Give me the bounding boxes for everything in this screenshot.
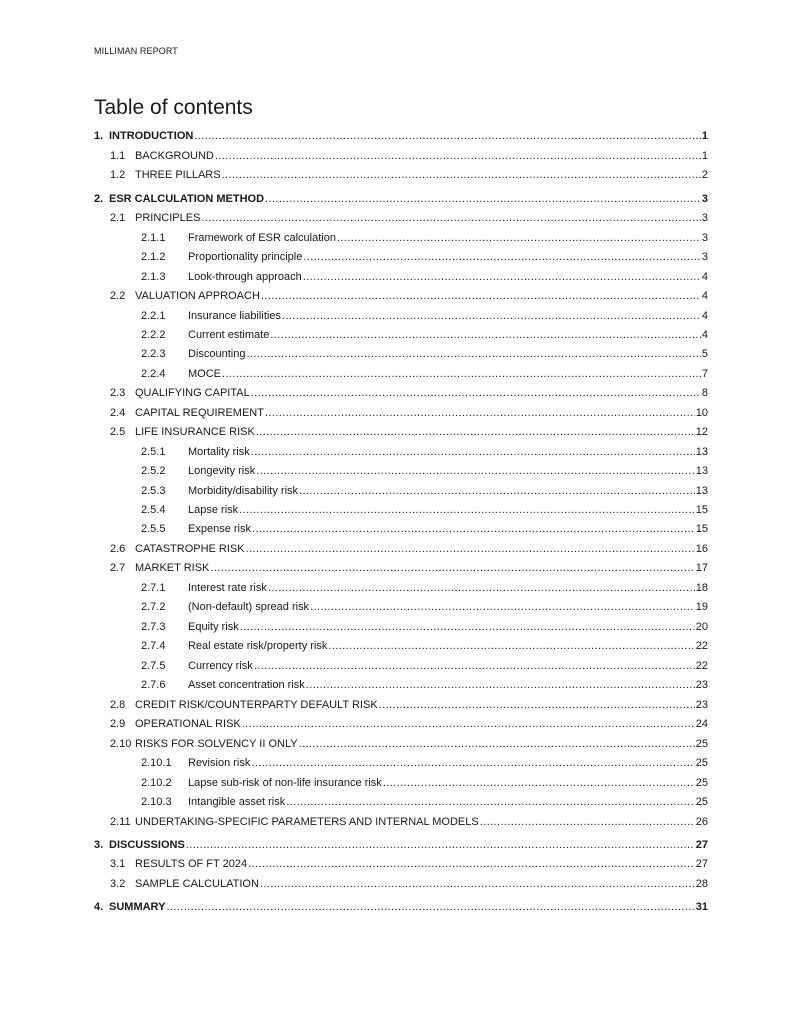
- toc-entry[interactable]: [94, 405, 708, 421]
- toc-entry-number: 1.2: [110, 169, 126, 181]
- toc-entry[interactable]: [94, 463, 708, 479]
- toc-entry-page-number: 20: [695, 621, 708, 633]
- toc-dot-leader: [256, 424, 695, 440]
- toc-entry-title: SAMPLE CALCULATION: [135, 878, 259, 890]
- toc-entry-title: Interest rate risk: [188, 582, 267, 594]
- toc-entry[interactable]: [94, 677, 708, 693]
- toc-entry-page-number: 27: [695, 858, 708, 870]
- toc-entry-number: 2.2: [110, 290, 126, 302]
- toc-entry-page-number: 23: [695, 699, 708, 711]
- toc-entry[interactable]: [94, 385, 708, 401]
- toc-entry-title: Mortality risk: [188, 446, 250, 458]
- toc-dot-leader: [303, 249, 701, 265]
- toc-entry[interactable]: [94, 814, 708, 830]
- toc-entry-number: 2.5.1: [141, 446, 166, 458]
- toc-dot-leader: [186, 837, 695, 853]
- toc-entry-page-number: 25: [695, 738, 708, 750]
- toc-entry-page-number: 25: [695, 777, 708, 789]
- toc-entry-page-number: 15: [695, 504, 708, 516]
- toc-entry-number: 1.1: [110, 150, 126, 162]
- toc-entry-title: LIFE INSURANCE RISK: [135, 426, 255, 438]
- toc-entry-page-number: 25: [695, 757, 708, 769]
- toc-entry-page-number: 1: [701, 150, 708, 162]
- toc-dot-leader: [286, 794, 695, 810]
- toc-entry-page-number: 3: [701, 232, 708, 244]
- toc-dot-leader: [383, 775, 695, 791]
- toc-dot-leader: [251, 385, 701, 401]
- toc-entry-number: 2.9: [110, 718, 126, 730]
- toc-dot-leader: [201, 210, 700, 226]
- toc-entry-number: 2.10.2: [141, 777, 172, 789]
- toc-entry-title: UNDERTAKING-SPECIFIC PARAMETERS AND INTERNAL MODELS: [135, 816, 479, 828]
- toc-entry-number: 2.7.1: [141, 582, 166, 594]
- toc-entry-number: 2.10: [110, 738, 132, 750]
- toc-entry-number: 2.7: [110, 562, 126, 574]
- toc-entry-page-number: 13: [695, 465, 708, 477]
- toc-entry-page-number: 15: [695, 523, 708, 535]
- toc-entry[interactable]: [94, 794, 708, 810]
- toc-entry-number: 2.2.3: [141, 348, 166, 360]
- toc-entry[interactable]: [94, 521, 708, 537]
- toc-entry[interactable]: [94, 424, 708, 440]
- toc-entry-number: 2.5.4: [141, 504, 166, 516]
- toc-title: Table of contents: [94, 96, 253, 119]
- toc-entry[interactable]: [94, 697, 708, 713]
- toc-entry-number: 2.10.3: [141, 796, 172, 808]
- toc-entry-number: 2.1.1: [141, 232, 166, 244]
- toc-entry-page-number: 4: [701, 310, 708, 322]
- toc-entry[interactable]: [94, 128, 708, 144]
- toc-entry-number: 2.8: [110, 699, 126, 711]
- toc-dot-leader: [328, 638, 694, 654]
- toc-entry-page-number: 12: [695, 426, 708, 438]
- toc-entry-number: 2.7.2: [141, 601, 166, 613]
- toc-entry-number: 2.3: [110, 387, 126, 399]
- toc-entry[interactable]: [94, 716, 708, 732]
- toc-entry-number: 2.1.2: [141, 251, 166, 263]
- toc-dot-leader: [282, 308, 701, 324]
- toc-entry-title: RISKS FOR SOLVENCY II ONLY: [135, 738, 298, 750]
- toc-entry-title: OPERATIONAL RISK: [135, 718, 241, 730]
- toc-entry-title: Currency risk: [188, 660, 253, 672]
- toc-entry[interactable]: [94, 288, 708, 304]
- toc-entry-page-number: 8: [701, 387, 708, 399]
- toc-entry-title: INTRODUCTION: [109, 130, 194, 142]
- toc-entry-page-number: 3: [701, 193, 708, 205]
- toc-entry-number: 2.7.4: [141, 640, 166, 652]
- toc-entry-number: 2.10.1: [141, 757, 172, 769]
- toc-entry[interactable]: [94, 249, 708, 265]
- toc-entry-number: 2.: [94, 193, 104, 205]
- report-header-label: MILLIMAN REPORT: [94, 46, 178, 56]
- toc-dot-leader: [268, 580, 695, 596]
- toc-entry[interactable]: [94, 327, 708, 343]
- toc-entry-title: Lapse risk: [188, 504, 239, 516]
- toc-dot-leader: [210, 560, 694, 576]
- toc-entry-title: Discounting: [188, 348, 246, 360]
- toc-entry-page-number: 4: [701, 290, 708, 302]
- toc-entry-title: QUALIFYING CAPITAL: [135, 387, 250, 399]
- toc-entry[interactable]: [94, 619, 708, 635]
- toc-entry-title: BACKGROUND: [135, 150, 214, 162]
- toc-entry[interactable]: [94, 755, 708, 771]
- toc-entry[interactable]: [94, 230, 708, 246]
- toc-dot-leader: [246, 346, 700, 362]
- toc-entry[interactable]: [94, 444, 708, 460]
- toc-dot-leader: [299, 736, 695, 752]
- toc-entry-page-number: 3: [701, 251, 708, 263]
- toc-dot-leader: [251, 444, 695, 460]
- toc-entry-number: 2.2.4: [141, 368, 166, 380]
- toc-entry-title: PRINCIPLES: [135, 212, 201, 224]
- toc-entry-title: Longevity risk: [188, 465, 256, 477]
- toc-entry-page-number: 27: [695, 839, 708, 851]
- toc-dot-leader: [265, 191, 701, 207]
- toc-dot-leader: [261, 288, 701, 304]
- toc-entry-number: 2.5.5: [141, 523, 166, 535]
- toc-dot-leader: [248, 856, 695, 872]
- toc-entry-title: Insurance liabilities: [188, 310, 281, 322]
- toc-entry-title: Look-through approach: [188, 271, 302, 283]
- toc-entry-page-number: 24: [695, 718, 708, 730]
- toc-dot-leader: [251, 755, 694, 771]
- toc-entry-number: 2.2.2: [141, 329, 166, 341]
- toc-entry-title: CATASTROPHE RISK: [135, 543, 245, 555]
- toc-entry-page-number: 28: [695, 878, 708, 890]
- toc-entry-number: 2.7.5: [141, 660, 166, 672]
- toc-entry-page-number: 5: [701, 348, 708, 360]
- toc-entry-title: CREDIT RISK/COUNTERPARTY DEFAULT RISK: [135, 699, 378, 711]
- toc-entry-page-number: 22: [695, 640, 708, 652]
- toc-entry-number: 2.5.2: [141, 465, 166, 477]
- toc-entry-title: RESULTS OF FT 2024: [135, 858, 248, 870]
- toc-entry-title: ESR CALCULATION METHOD: [109, 193, 265, 205]
- toc-entry-title: Current estimate: [188, 329, 270, 341]
- toc-dot-leader: [256, 463, 694, 479]
- toc-entry-number: 4.: [94, 901, 104, 913]
- toc-entry-title: Proportionality principle: [188, 251, 303, 263]
- toc-dot-leader: [222, 366, 701, 382]
- toc-entry-page-number: 22: [695, 660, 708, 672]
- toc-dot-leader: [270, 327, 701, 343]
- toc-entry[interactable]: [94, 837, 708, 853]
- toc-entry-number: 3.: [94, 839, 104, 851]
- toc-dot-leader: [222, 167, 701, 183]
- toc-entry-page-number: 10: [695, 407, 708, 419]
- toc-entry[interactable]: [94, 308, 708, 324]
- toc-entry-page-number: 23: [695, 679, 708, 691]
- toc-entry[interactable]: [94, 736, 708, 752]
- toc-dot-leader: [166, 899, 694, 915]
- toc-dot-leader: [337, 230, 701, 246]
- toc-entry-number: 2.6: [110, 543, 126, 555]
- toc-entry[interactable]: [94, 366, 708, 382]
- toc-entry-page-number: 17: [695, 562, 708, 574]
- toc-entry[interactable]: [94, 148, 708, 164]
- toc-entry-number: 2.2.1: [141, 310, 166, 322]
- toc-entry[interactable]: [94, 856, 708, 872]
- toc-dot-leader: [310, 599, 695, 615]
- toc-entry-page-number: 16: [695, 543, 708, 555]
- toc-entry[interactable]: [94, 638, 708, 654]
- toc-entry-page-number: 7: [701, 368, 708, 380]
- toc-entry-page-number: 4: [701, 329, 708, 341]
- toc-entry-page-number: 3: [701, 212, 708, 224]
- toc-entry-title: Real estate risk/property risk: [188, 640, 328, 652]
- toc-entry-title: Equity risk: [188, 621, 239, 633]
- toc-dot-leader: [306, 677, 695, 693]
- toc-dot-leader: [265, 405, 695, 421]
- toc-entry-page-number: 31: [695, 901, 708, 913]
- toc-entry-number: 1.: [94, 130, 104, 142]
- toc-entry[interactable]: [94, 541, 708, 557]
- toc-entry-page-number: 18: [695, 582, 708, 594]
- toc-entry[interactable]: [94, 560, 708, 576]
- toc-dot-leader: [303, 269, 701, 285]
- toc-entry[interactable]: [94, 775, 708, 791]
- toc-entry-title: DISCUSSIONS: [109, 839, 185, 851]
- toc-entry-title: Lapse sub-risk of non-life insurance risk: [188, 777, 382, 789]
- toc-dot-leader: [194, 128, 701, 144]
- toc-entry-title: THREE PILLARS: [135, 169, 221, 181]
- toc-entry[interactable]: [94, 502, 708, 518]
- toc-entry-page-number: 1: [701, 130, 708, 142]
- toc-entry-title: Morbidity/disability risk: [188, 485, 299, 497]
- toc-entry-page-number: 25: [695, 796, 708, 808]
- toc-entry-number: 3.2: [110, 878, 126, 890]
- toc-entry-page-number: 2: [701, 169, 708, 181]
- toc-entry-title: VALUATION APPROACH: [135, 290, 260, 302]
- toc-entry[interactable]: [94, 658, 708, 674]
- toc-entry-title: Framework of ESR calculation: [188, 232, 336, 244]
- toc-entry[interactable]: [94, 191, 708, 207]
- toc-dot-leader: [252, 521, 695, 537]
- toc-entry-number: 2.7.3: [141, 621, 166, 633]
- toc-entry-page-number: 4: [701, 271, 708, 283]
- toc-dot-leader: [246, 541, 695, 557]
- toc-entry-title: Revision risk: [188, 757, 251, 769]
- toc-entry[interactable]: [94, 876, 708, 892]
- toc-entry-page-number: 19: [695, 601, 708, 613]
- toc-entry[interactable]: [94, 899, 708, 915]
- toc-dot-leader: [254, 658, 695, 674]
- toc-entry[interactable]: [94, 580, 708, 596]
- toc-entry-number: 2.5.3: [141, 485, 166, 497]
- toc-entry-number: 3.1: [110, 858, 126, 870]
- toc-entry[interactable]: [94, 269, 708, 285]
- toc-entry-page-number: 13: [695, 446, 708, 458]
- toc-dot-leader: [379, 697, 695, 713]
- toc-entry[interactable]: [94, 167, 708, 183]
- toc-entry-number: 2.1: [110, 212, 126, 224]
- toc-entry-number: 2.5: [110, 426, 126, 438]
- toc-entry-number: 2.1.3: [141, 271, 166, 283]
- toc-dot-leader: [215, 148, 701, 164]
- toc-dot-leader: [240, 619, 695, 635]
- toc-entry-page-number: 13: [695, 485, 708, 497]
- toc-entry-number: 2.11: [110, 816, 131, 828]
- toc-dot-leader: [242, 716, 695, 732]
- toc-entry[interactable]: [94, 599, 708, 615]
- toc-entry-title: Asset concentration risk: [188, 679, 305, 691]
- toc-dot-leader: [260, 876, 695, 892]
- toc-entry[interactable]: [94, 346, 708, 362]
- toc-entry-title: MARKET RISK: [135, 562, 210, 574]
- toc-entry[interactable]: [94, 483, 708, 499]
- toc-entry-title: (Non-default) spread risk: [188, 601, 310, 613]
- toc-entry-page-number: 26: [695, 816, 708, 828]
- toc-entry-title: CAPITAL REQUIREMENT: [135, 407, 264, 419]
- toc-entry-title: Intangible asset risk: [188, 796, 286, 808]
- toc-entry-title: SUMMARY: [109, 901, 166, 913]
- toc-dot-leader: [239, 502, 695, 518]
- toc-dot-leader: [299, 483, 695, 499]
- toc-dot-leader: [480, 814, 695, 830]
- toc-entry-number: 2.4: [110, 407, 126, 419]
- toc-entry-number: 2.7.6: [141, 679, 166, 691]
- toc-entry[interactable]: [94, 210, 708, 226]
- toc-entry-title: Expense risk: [188, 523, 251, 535]
- toc-entry-title: MOCE: [188, 368, 221, 380]
